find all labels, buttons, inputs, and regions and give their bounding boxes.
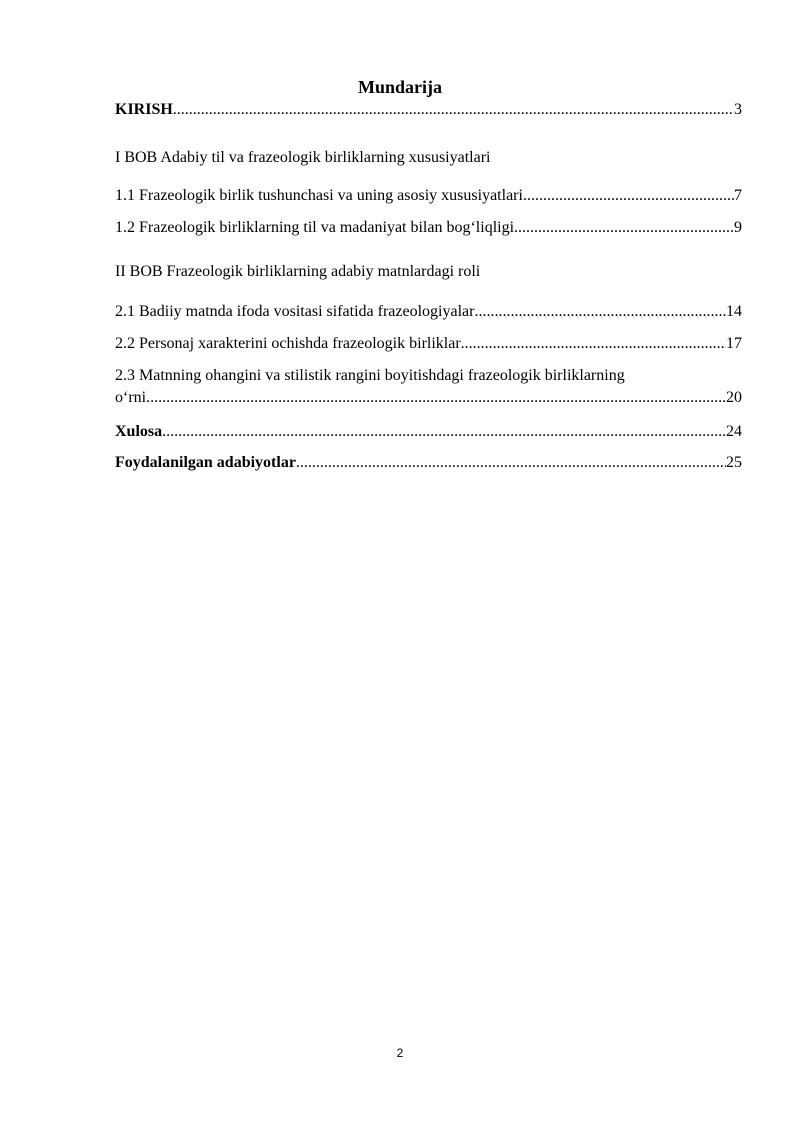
toc-entry-adabiyotlar[interactable] bbox=[115, 453, 742, 473]
toc-leader-dots bbox=[296, 453, 726, 473]
page-number: 2 bbox=[396, 1046, 404, 1060]
toc-entry-label-line1: 2.3 Matnning ohangini va stilistik rangini boyitishdagi frazeologik birliklarning bbox=[115, 367, 625, 384]
toc-chapter-2[interactable]: II BOB Frazeologik birliklarning adabiy matnlardagi roli bbox=[115, 263, 481, 280]
toc-leader-dots bbox=[173, 100, 734, 120]
toc-entry-label-line2: o‘rni bbox=[115, 389, 147, 406]
toc-leader-dots bbox=[514, 218, 734, 238]
toc-leader-dots bbox=[523, 186, 734, 206]
toc-entry-2-1[interactable] bbox=[115, 302, 742, 322]
toc-entry-2-2[interactable] bbox=[115, 334, 742, 354]
toc-entry-xulosa[interactable] bbox=[115, 422, 742, 442]
toc-entry-label: 2.2 Personaj xarakterini ochishda frazeologik birliklar bbox=[115, 335, 461, 352]
toc-entry-2-3[interactable] bbox=[115, 366, 742, 408]
toc-leader-dots bbox=[146, 388, 726, 408]
toc-entry-label: 1.1 Frazeologik birlik tushunchasi va uning asosiy xususiyatlari bbox=[115, 187, 523, 204]
toc-entry-page: 9 bbox=[734, 219, 742, 236]
toc-entry-label: KIRISH bbox=[115, 101, 173, 118]
toc-chapter-1[interactable]: I BOB Adabiy til va frazeologik birliklarning xususiyatlari bbox=[115, 149, 491, 166]
toc-entry-1-1[interactable] bbox=[115, 186, 742, 206]
toc-entry-kirish[interactable] bbox=[115, 100, 742, 120]
toc-entry-page: 17 bbox=[726, 335, 742, 352]
toc-entry-label: 2.1 Badiiy matnda ifoda vositasi sifatida frazeologiyalar bbox=[115, 303, 475, 320]
toc-title: Mundarija bbox=[357, 77, 442, 97]
toc-entry-page: 7 bbox=[734, 187, 742, 204]
toc-entry-page: 14 bbox=[726, 303, 742, 320]
toc-entry-1-2[interactable] bbox=[115, 218, 742, 238]
toc-entry-label: Xulosa bbox=[115, 423, 163, 440]
toc-entry-page: 25 bbox=[726, 454, 742, 471]
toc-entry-page: 20 bbox=[726, 389, 742, 406]
toc-entry-label: 1.2 Frazeologik birliklarning til va madaniyat bilan bog‘liqligi bbox=[115, 219, 515, 236]
toc-leader-dots bbox=[474, 302, 726, 322]
toc-leader-dots bbox=[461, 334, 726, 354]
toc-entry-page: 3 bbox=[734, 101, 742, 118]
toc-entry-page: 24 bbox=[726, 423, 742, 440]
toc-leader-dots bbox=[162, 422, 726, 442]
toc-entry-label: Foydalanilgan adabiyotlar bbox=[115, 454, 296, 471]
